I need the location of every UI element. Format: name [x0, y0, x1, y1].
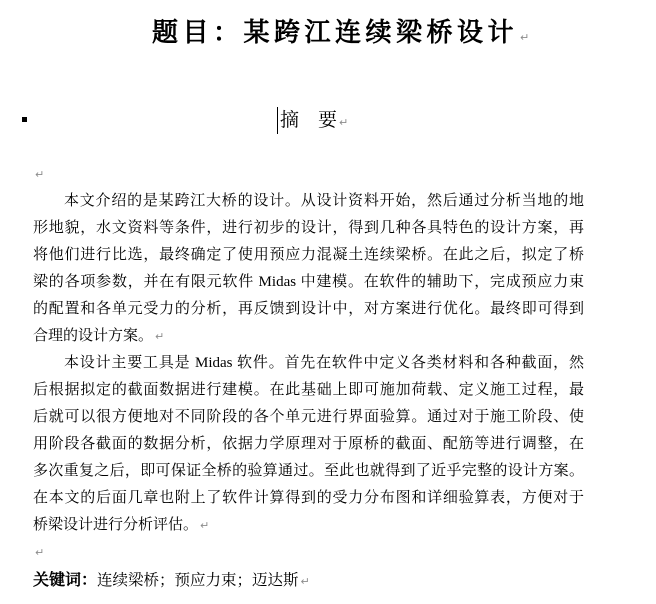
document-title — [152, 15, 529, 56]
empty-paragraph — [33, 161, 584, 188]
paragraph-mark-icon: ↵ — [35, 546, 45, 559]
paragraph-mark-icon: ↵ — [520, 31, 530, 44]
abstract-paragraph-2 — [33, 350, 584, 539]
paragraph-mark-icon: ↵ — [339, 116, 349, 129]
abstract-paragraph-1 — [33, 188, 584, 350]
paragraph-line: 后根据拟定的截面数据进行建模。在此基础上即可施加荷载、定义施工过程，最 — [33, 382, 584, 398]
paragraph-line: 在本文的后面几章也附上了软件计算得到的受力分布图和详细验算表，方便对于 — [33, 490, 584, 506]
paragraph-line: 本设计主要工具是 Midas 软件。首先在软件中定义各类材料和各种截面，然 — [64, 355, 584, 371]
paragraph-line: 梁的各项参数，并在有限元软件 Midas 中建模。在软件的辅助下，完成预应力束 — [33, 274, 584, 290]
keywords-value: 连续梁桥；预应力束；迈达斯 — [97, 572, 299, 589]
paragraph-line: 用阶段各截面的数据分析，依据力学原理对于原桥的截面、配筋等进行调整，在 — [33, 436, 584, 452]
text-cursor — [277, 107, 278, 134]
paragraph-line: 的配置和各单元受力的分析，再反馈到设计中，对方案进行优化。最终即可得到 — [33, 301, 584, 317]
abstract-body — [33, 161, 584, 593]
paragraph-line-text: 合理的设计方案。 — [33, 328, 154, 344]
paragraph-mark-icon: ↵ — [200, 519, 210, 532]
abstract-heading-text: 摘 要 — [280, 110, 338, 131]
keep-with-next-mark — [22, 117, 27, 122]
paragraph-mark-icon: ↵ — [155, 330, 165, 343]
paragraph-line-last — [33, 512, 584, 539]
empty-paragraph — [33, 539, 584, 566]
paragraph-line: 本文介绍的是某跨江大桥的设计。从设计资料开始，然后通过分析当地的地 — [64, 193, 584, 209]
paragraph-line: 后就可以很方便地对不同阶段的各个单元进行界面验算。通过对于施工阶段、使 — [33, 409, 584, 425]
paragraph-line: 多次重复之后，即可保证全桥的验算通过。至此也就得到了近乎完整的设计方案。 — [33, 463, 584, 479]
paragraph-line: 将他们进行比选，最终确定了使用预应力混凝土连续梁桥。在此之后，拟定了桥 — [33, 247, 584, 263]
paragraph-line: 形地貌，水文资料等条件，进行初步的设计，得到几种各具特色的设计方案，再 — [33, 220, 584, 236]
abstract-heading — [280, 107, 348, 137]
keywords-label: 关键词： — [33, 570, 98, 589]
title-text: 题目：某跨江连续梁桥设计 — [152, 18, 519, 48]
paragraph-mark-icon: ↵ — [35, 168, 45, 181]
paragraph-line-last — [33, 323, 584, 350]
paragraph-line-text: 桥梁设计进行分析评估。 — [33, 517, 199, 533]
keywords-line — [33, 566, 584, 593]
paragraph-mark-icon: ↵ — [300, 575, 310, 588]
